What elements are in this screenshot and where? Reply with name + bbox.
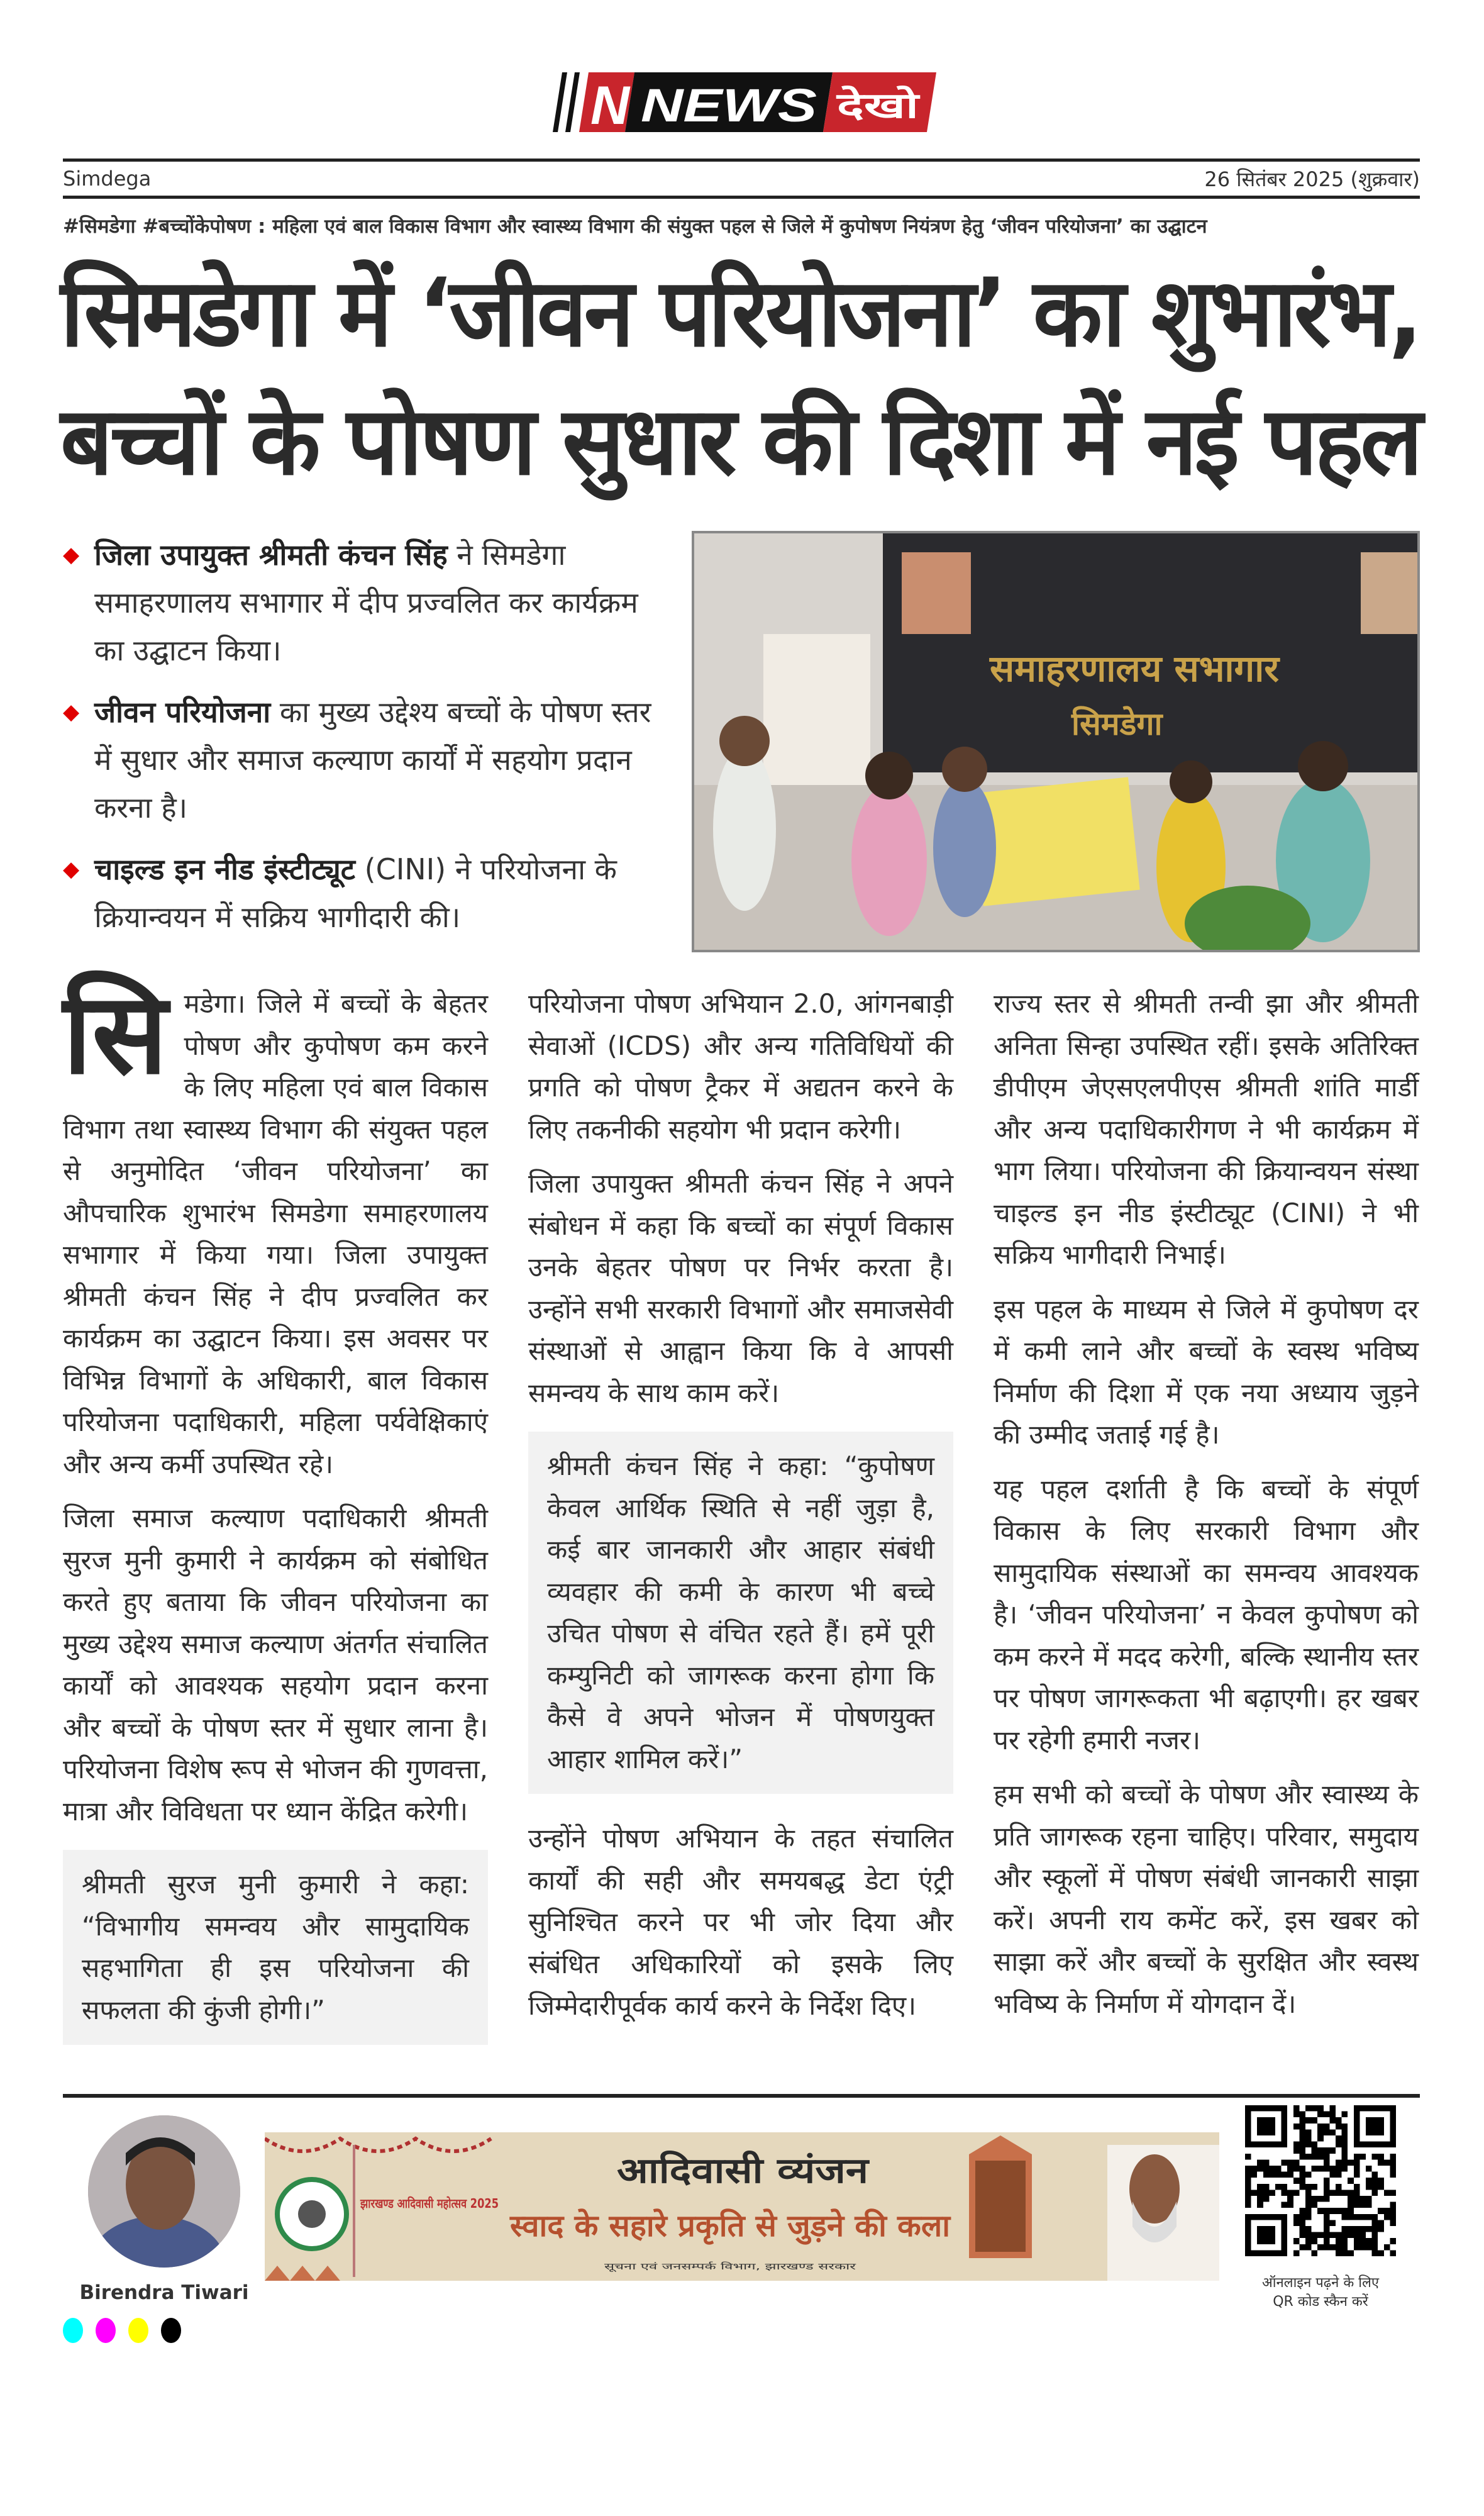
highlight-text: (CINI) ने परियोजना के क्रियान्वयन में सक्रिय भागीदारी की। [94, 852, 617, 934]
banner-subtitle: स्वाद के सहारे प्रकृति से जुड़ने की कला [510, 2208, 939, 2244]
headline-line-1: सिमडेगा में ‘जीवन परियोजना’ का शुभारंभ, [60, 259, 1420, 368]
pull-quote: श्रीमती कंचन सिंह ने कहा: “कुपोषण केवल आर्थिक स्थिति से नहीं जुड़ा है, कई बार जानकारी और आहार संबंधी व्यवहार की कमी के कारण भी बच्चे उचित पोषण से वंचित रहते हैं। हमें पूरी कम्युनिटी को जागरूक करना होगा कि कैसे वे अपने भोजन में पोषणयुक्त आहार शामिल करें।” [528, 1432, 953, 1794]
article-paragraph: यह पहल दर्शाती है कि बच्चों के संपूर्ण विकास के लिए सरकारी विभाग और सामुदायिक संस्थाओं का समन्वय आवश्यक है। ‘जीवन परियोजना’ न केवल कुपोषण को कम करने में मदद करेगी, बल्कि स्थानीय स्तर पर पोषण जागरूकता भी बढ़ाएगी। हर खबर पर रहेगी हमारी नजर। [994, 1473, 1419, 1756]
article-column-2 [528, 983, 953, 2040]
registration-dot-magenta [96, 2318, 116, 2343]
article-paragraph: इस पहल के माध्यम से जिले में कुपोषण दर में कमी लाने और बच्चों के स्वस्थ भविष्य निर्माण की दिशा में एक नया अध्याय जुड़ने की उम्मीद जताई गई है। [994, 1293, 1419, 1450]
highlight-text: का मुख्य उद्देश्य बच्चों के पोषण स्तर में सुधार और समाज कल्याण कार्यों में सहयोग प्रदान करना है। [94, 695, 651, 825]
lead-section [63, 531, 1420, 955]
author-name: Birendra Tiwari [79, 2281, 249, 2304]
registration-dot-black [161, 2318, 181, 2343]
highlight-bold: जिला उपायुक्त श्रीमती कंचन सिंह [94, 538, 448, 572]
drop-cap: सि [63, 969, 168, 1099]
location-label: Simdega [63, 167, 152, 191]
paragraph-text: मडेगा। जिले में बच्चों के बेहतर पोषण और कुपोषण कम करने के लिए महिला एवं बाल विकास विभाग तथा स्वास्थ्य विभाग की संयुक्त पहल से अनुमोदित ‘जीवन परियोजना’ का औपचारिक शुभारंभ सिमडेगा समाहरणालय सभागार में किया गया। जिला उपायुक्त श्रीमती कंचन सिंह ने दीप प्रज्वलित कर कार्यक्रम का उद्घाटन किया। इस अवसर पर विभिन्न विभागों के अधिकारी, बाल विकास परियोजना पदाधिकारी, महिला पर्यवेक्षिकाएं और अन्य कर्मी उपस्थित रहे। [63, 988, 488, 1479]
meta-row [63, 162, 1420, 196]
diamond-bullet-icon: ◆ [63, 542, 80, 567]
highlight-bold: चाइल्ड इन नीड इंस्टीट्यूट [94, 852, 355, 886]
pull-quote: श्रीमती सुरज मुनी कुमारी ने कहा: “विभागीय समन्वय और सामुदायिक सहभागिता ही इस परियोजना की सफलता की कुंजी होगी।” [63, 1850, 488, 2045]
qr-caption-line-1: ऑनलाइन पढ़ने के लिए [1261, 2275, 1380, 2291]
diamond-bullet-icon: ◆ [63, 857, 80, 882]
highlight-text: ने सिमडेगा समाहरणालय सभागार में दीप प्रज्वलित कर कार्यक्रम का उद्घाटन किया। [94, 538, 638, 667]
photo-wall-sign-2: सिमडेगा [1071, 706, 1163, 742]
author-avatar [88, 2115, 240, 2268]
article-column-3 [994, 983, 1419, 2037]
banner-side-text: झारखण्ड आदिवासी महोत्सव 2025 [360, 2196, 499, 2211]
advertisement-banner[interactable] [265, 2132, 1219, 2281]
registration-marks [63, 2318, 1420, 2343]
registration-dot-yellow [128, 2318, 148, 2343]
registration-dot-cyan [63, 2318, 83, 2343]
article-paragraph: हम सभी को बच्चों के पोषण और स्वास्थ्य के प्रति जागरूक रहना चाहिए। परिवार, समुदाय और स्कूलों में पोषण संबंधी जानकारी साझा करें। अपनी राय कमेंट करें, इस खबर को साझा करें और बच्चों के सुरक्षित और स्वस्थ भविष्य के निर्माण में योगदान दें। [994, 1779, 1419, 2019]
article-paragraph [63, 969, 488, 1485]
article-column-1 [63, 969, 488, 2069]
headline-line-2-wrap [60, 377, 1420, 506]
logo-hindi: देखो [837, 86, 894, 126]
article-paragraph: परियोजना पोषण अभियान 2.0, आंगनबाड़ी सेवाओं (ICDS) और अन्य गतिविधियों की प्रगति को पोषण ट्रैकर में अद्यतन करने के लिए तकनीकी सहयोग भी प्रदान करेगी। [528, 988, 953, 1145]
date-label: 26 सितंबर 2025 (शुक्रवार) [1204, 167, 1420, 191]
qr-caption [1232, 2274, 1409, 2312]
diamond-bullet-icon: ◆ [63, 699, 80, 725]
banner-title: आदिवासी व्यंजन [617, 2151, 833, 2191]
kicker-text: #सिमडेगा #बच्चोंकेपोषण : महिला एवं बाल विकास विभाग और स्वास्थ्य विभाग की संयुक्त पहल से जिले में कुपोषण नियंत्रण हेतु ‘जीवन परियोजना’ का उद्घाटन [63, 215, 1207, 238]
headline-line-2: बच्चों के पोषण सुधार की दिशा में नई पहल [60, 387, 1420, 496]
qr-code[interactable] [1245, 2105, 1396, 2256]
article-paragraph: जिला उपायुक्त श्रीमती कंचन सिंह ने अपने संबोधन में कहा कि बच्चों का संपूर्ण विकास उनके बेहतर पोषण पर निर्भर करता है। उन्होंने सभी सरकारी विभागों और समाजसेवी संस्थाओं से आह्वान किया कि वे आपसी समन्वय के साथ काम करें। [528, 1168, 953, 1408]
article-body [63, 969, 1420, 2069]
article-paragraph: राज्य स्तर से श्रीमती तन्वी झा और श्रीमती अनिता सिन्हा उपस्थित रहीं। इसके अतिरिक्त डीपीएम जेएसएलपीएस श्रीमती शांति मार्डी और अन्य पदाधिकारीगण ने भी कार्यक्रम में भाग लिया। परियोजना की क्रियान्वयन संस्था चाइल्ड इन नीड इंस्टीट्यूट (CINI) ने भी सक्रिय भागीदारी निभाई। [994, 988, 1419, 1270]
kicker-tags [63, 213, 1420, 240]
highlight-bold: जीवन परियोजना [94, 695, 271, 729]
highlight-item [63, 531, 667, 674]
meta-rule [63, 196, 1420, 199]
photo-wall-sign: समाहरणालय सभागार [990, 647, 1279, 690]
logo-word: NEWS [641, 79, 817, 131]
logo-letter: N [590, 75, 630, 132]
headline [60, 249, 1420, 506]
highlight-item [63, 845, 667, 941]
qr-caption-line-2: QR कोड स्कैन करें [1273, 2294, 1368, 2310]
highlights-list [63, 531, 667, 955]
article-paragraph: उन्होंने पोषण अभियान के तहत संचालित कार्यों की सही और समयबद्ध डेटा एंट्री सुनिश्चित करने पर भी जोर दिया और संबंधित अधिकारियों को इसके लिए जिम्मेदारीपूर्वक कार्य करने के निर्देश दिए। [528, 1823, 953, 2021]
article-paragraph: जिला समाज कल्याण पदाधिकारी श्रीमती सुरज मुनी कुमारी ने कार्यक्रम को संबोधित करते हुए बताया कि जीवन परियोजना का मुख्य उद्देश्य समाज कल्याण अंतर्गत संचालित कार्यों को आवश्यक सहयोग प्रदान करना और बच्चों के पोषण स्तर में सुधार लाना है। परियोजना विशेष रूप से भोजन की गुणवत्ता, मात्रा और विविधता पर ध्यान केंद्रित करेगी। [63, 1503, 488, 1827]
news-dekho-logo[interactable] [546, 72, 936, 132]
footer [63, 2098, 1420, 2310]
highlight-item [63, 688, 667, 832]
event-photo[interactable] [692, 531, 1420, 952]
headline-line-1-wrap [60, 249, 1420, 377]
banner-credit: सूचना एवं जनसम्पर्क विभाग, झारखण्ड सरकार [604, 2262, 753, 2272]
